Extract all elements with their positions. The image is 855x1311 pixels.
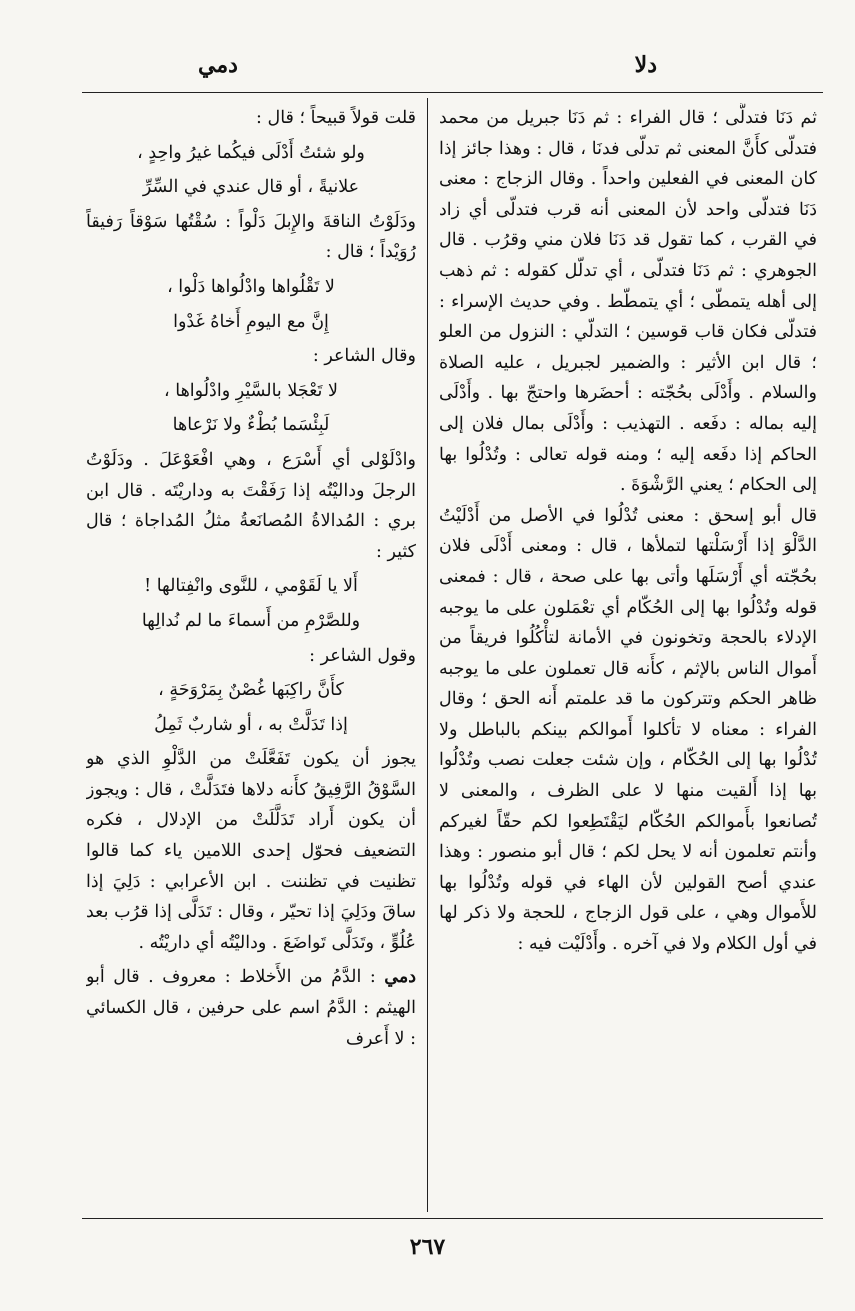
paragraph: وادْلَوْلى أي أَسْرَع ، وهي افْعَوْعَلَ . ودَلَوْتُ الرجلَ وداليْتُه إذا رَفَقْتَ به وداريْتَه . قال ابن بري : المُدالاةُ المُصانَعةُ مثلُ المُداجاة ؛ قال كثير :	[86, 449, 416, 562]
paragraph: قال أبو إسحق : معنى تُدْلُوا في الأصل من أَدْلَيْتُ الدَّلْوَ إذا أَرْسَلْتها لتملأها ، قال : ومعنى أَدْلَى فلان بحُجّته أي أَرْسَلَها وأتى بها على صحة ، قال : فمعنى قوله وتُدْلُوا بها إلى الحُكّام أي تعْمَلون على ما يوجبه الإدلاء بالحجة وتخونون في الأمانة لتأْكُلُوا فريقاً من أَموال الناس بالإثم ، كأَنه قال تعملون على ما يوجبه ظاهر الحكم وتتركون ما قد علمتم أَنه الحق ؛ وقال الفراء : معناه لا تأكلوا أَموالكم بينكم بالباطل ولا تُدْلُوا بها إلى الحُكّام ، وإن شئت جعلت نصب وتُدْلُوا بها إذا أَلقيت منها لا على الظرف ، والمعنى لا تُصانعوا بأَموالكم الحُكّام ليَقْتَطِعوا لكم حقّاً لغيركم وأنتم تعلمون أنه لا يحل لكم ؛ قال أبو منصور : وهذا عندي أصح القولين لأن الهاء في قوله وتُدْلُوا بها للأَموال وهي ، على قول الزجاج ، للحجة ولا ذكر لها في أول الكلام ولا في آخره . وأَدْلَيْت فيه :	[439, 505, 817, 955]
verse-line: ولو شئتُ أَدْلَى فيكُما غيرُ واحِدٍ ،	[137, 142, 365, 163]
verse-line: وللصَّرْمِ من أَسماءَ ما لم نُدالِها	[141, 610, 361, 631]
paragraph: ثم دَنَا فتدلَّى ؛ قال الفراء : ثم دَنَا جبريل من محمد فتدلّى كأَنَّ المعنى ثم تدلّى فدنَا ، قال : وهذا جائز إذا كان المعنى في الفعلين واحداً . وقال الزجاج : معنى دَنَا فتدلّى واحد لأن المعنى أنه قرب فتدلّى أي زاد في القرب ، كما تقول قد دَنَا فلان مني وقرُب . قال الجوهري : ثم دَنَا فتدلّى ، أي تدلّل كقوله : ثم ذهب إلى أهله يتمطّى ؛ أي يتمطّط . وفي حديث الإسراء : فتدلّى فكان قاب قوسين ؛ التدلّي : النزول من العلو ؛ قال ابن الأثير : والضمير لجبريل ، عليه الصلاة والسلام . وأَدْلَى بحُجّته : أحضَرها واحتجّ بها . وأَدْلَى إليه بماله : دفَعه . التهذيب : وأَدْلَى بمال فلان إلى الحاكم إذا دفَعه إليه ؛ ومنه قوله تعالى : وتُدْلُوا بها إلى الحكام ؛ يعني الرَّشْوَةَ .	[439, 108, 817, 496]
right-column	[439, 103, 817, 1213]
paragraph: قلت قولاً قبيحاً ؛ قال :	[256, 108, 416, 128]
footer-rule	[82, 1218, 823, 1219]
header-rule	[82, 92, 823, 93]
paragraph: ودَلَوْتُ الناقةَ والإِبلَ دَلْواً : سُقْتُها سَوْقاً رَفيقاً رُوَيْداً ؛ قال :	[86, 211, 416, 263]
verse-line: لا تَقْلُواها وادْلُواها دَلْوا ،	[167, 276, 335, 297]
left-column	[86, 103, 416, 1213]
verse-line: علانيةً ، أو قال عندي في السِّرِّ	[142, 177, 360, 198]
paragraph: وقال الشاعر :	[312, 346, 416, 367]
page-number: ٢٦٧	[409, 1234, 446, 1260]
verse-line: لا تَعْجَلا بالسَّيْرِ وادْلُواها ،	[164, 380, 338, 401]
entry-text: : الدَّمُ من الأَخلاط : معروف . قال أبو الهيثم : الدَّمُ اسم على حرفين ، قال الكسائي : لا أَعرف	[86, 967, 416, 1049]
verse-line: أَلا يا لَقَوْمي ، للنَّوى وانْفِتالها !	[144, 576, 358, 597]
entry-paragraph	[86, 962, 416, 1054]
running-header-left: دمي	[198, 52, 238, 78]
headword: دمي	[384, 967, 416, 988]
paragraph: وقول الشاعر :	[309, 645, 416, 666]
verse-line: إِنَّ مع اليومِ أَخاهُ غَدْوا	[173, 311, 329, 332]
verse-line: إذا تَدَلَّتْ به ، أو شاربٌ ثَمِلُ	[154, 714, 348, 735]
verse-line: لَبِئْسَما بُطْءٌ ولا نَرْعاها	[172, 415, 330, 436]
verse-line: كأَنَّ راكِبَها غُصْنٌ بِمَرْوَحَةٍ ،	[158, 680, 344, 701]
paragraph: يجوز أن يكون تَفَعَّلَتْ من الدَّلْوِ الذي هو السَّوْقُ الرَّفِيقُ كأَنه دلاها فتَدَلَّتْ ، قال : ويجوز أن يكون أَراد تَدَلَّلَتْ من الإدلال ، فكره التضعيف فحوّل إحدى اللامين ياء كما قالوا تظنيت في تظننت . ابن الأعرابي : دَلِيَ إذا ساقَ ودَلِيَ إذا تحيّر ، وقال : تَدَلَّى إذا قرُب بعد عُلُوٍّ ، وتَدَلَّى تَواضَعَ . وداليْتُه أي داريْتُه .	[86, 749, 416, 953]
column-divider	[427, 98, 428, 1212]
running-header-right: دلا	[634, 52, 657, 78]
